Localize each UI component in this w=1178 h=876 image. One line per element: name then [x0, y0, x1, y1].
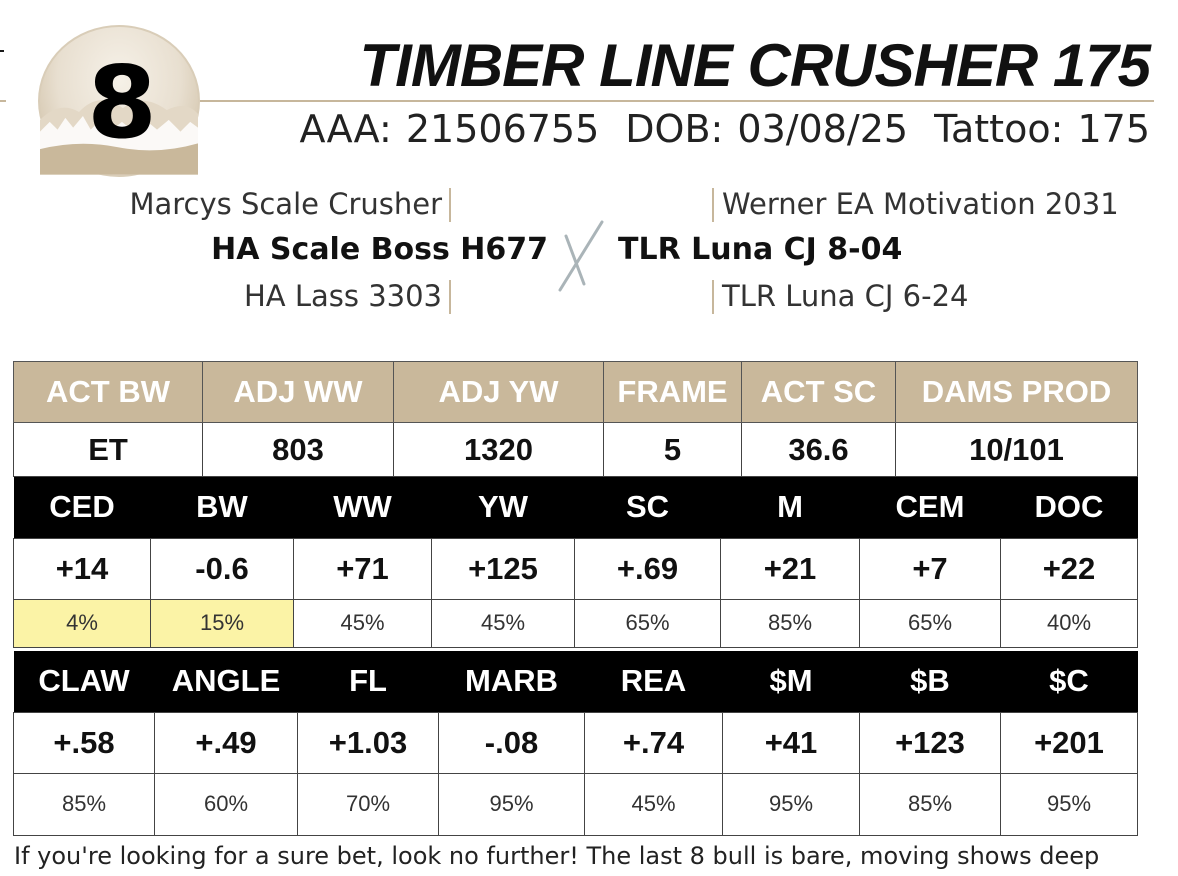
header-frame: FRAME: [604, 362, 742, 423]
value-ced: +14: [14, 538, 151, 599]
animal-name: TIMBER LINE CRUSHER 175: [359, 32, 1150, 99]
animal-ids: [300, 104, 1150, 154]
value-marb: -.08: [439, 712, 585, 773]
dam-sire: Werner EA Motivation 2031: [722, 187, 1119, 221]
header-ww: WW: [294, 477, 432, 538]
pct-dollar-m: 95%: [723, 773, 860, 835]
header-sc: SC: [575, 477, 721, 538]
value-dollar-m: +41: [723, 712, 860, 773]
performance-value-row: [14, 423, 1138, 477]
header-dollar-m: $M: [723, 651, 860, 712]
header-bw: BW: [151, 477, 294, 538]
dam: TLR Luna CJ 8-04: [618, 232, 903, 267]
value-frame: 5: [604, 423, 742, 477]
value-claw: +.58: [14, 712, 155, 773]
header-adj-ww: ADJ WW: [203, 362, 394, 423]
dob: DOB: 03/08/25: [625, 107, 909, 151]
header-angle: ANGLE: [155, 651, 298, 712]
aaa-number: AAA: 21506755: [299, 107, 600, 151]
pct-claw: 85%: [14, 773, 155, 835]
value-rea: +.74: [585, 712, 723, 773]
epd-value-row: [14, 538, 1138, 599]
pct-ced: 4%: [14, 599, 151, 647]
header-m: M: [721, 477, 860, 538]
header-dams-prod: DAMS PROD: [896, 362, 1138, 423]
value-act-bw: ET: [14, 423, 203, 477]
value-adj-ww: 803: [203, 423, 394, 477]
header-adj-yw: ADJ YW: [394, 362, 604, 423]
header-cem: CEM: [860, 477, 1001, 538]
cross-icon: [552, 218, 612, 294]
sire: HA Scale Boss H677: [211, 232, 548, 267]
pct-sc: 65%: [575, 599, 721, 647]
sire-dam: HA Lass 3303: [243, 279, 442, 313]
value-dollar-b: +123: [860, 712, 1001, 773]
epd-percentile-row: [14, 773, 1138, 835]
epd-percentile-row: [14, 599, 1138, 647]
value-act-sc: 36.6: [742, 423, 896, 477]
value-yw: +125: [432, 538, 575, 599]
performance-table: [13, 361, 1138, 477]
dam-dam: TLR Luna CJ 6-24: [722, 279, 969, 313]
header-rea: REA: [585, 651, 723, 712]
value-fl: +1.03: [298, 712, 439, 773]
margin-mark: [0, 100, 6, 102]
value-m: +21: [721, 538, 860, 599]
header-marb: MARB: [439, 651, 585, 712]
header-dollar-c: $C: [1001, 651, 1138, 712]
pct-cem: 65%: [860, 599, 1001, 647]
margin-mark: [0, 50, 4, 52]
pct-angle: 60%: [155, 773, 298, 835]
header-claw: CLAW: [14, 651, 155, 712]
pct-doc: 40%: [1001, 599, 1138, 647]
header-dollar-b: $B: [860, 651, 1001, 712]
value-bw: -0.6: [151, 538, 294, 599]
tattoo: Tattoo: 175: [934, 107, 1150, 151]
pct-rea: 45%: [585, 773, 723, 835]
pedigree-bar: [712, 188, 714, 222]
epd-table-2: [13, 651, 1138, 836]
value-doc: +22: [1001, 538, 1138, 599]
pct-ww: 45%: [294, 599, 432, 647]
lot-badge: [38, 25, 200, 177]
pct-yw: 45%: [432, 599, 575, 647]
header-yw: YW: [432, 477, 575, 538]
pct-fl: 70%: [298, 773, 439, 835]
value-angle: +.49: [155, 712, 298, 773]
value-ww: +71: [294, 538, 432, 599]
value-dams-prod: 10/101: [896, 423, 1138, 477]
footer-text: If you're looking for a sure bet, look no further! The last 8 bull is bare, moving shows deep: [14, 842, 1100, 870]
value-sc: +.69: [575, 538, 721, 599]
value-adj-yw: 1320: [394, 423, 604, 477]
pedigree-bar: [449, 188, 451, 222]
performance-header-row: [14, 362, 1138, 423]
value-cem: +7: [860, 538, 1001, 599]
lot-number: 8: [87, 44, 155, 161]
pct-dollar-c: 95%: [1001, 773, 1138, 835]
header-doc: DOC: [1001, 477, 1138, 538]
pct-m: 85%: [721, 599, 860, 647]
epd-header-row: [14, 651, 1138, 712]
pct-bw: 15%: [151, 599, 294, 647]
pedigree-bar: [449, 280, 451, 314]
epd-header-row: [14, 477, 1138, 538]
header-ced: CED: [14, 477, 151, 538]
epd-value-row: [14, 712, 1138, 773]
header-act-bw: ACT BW: [14, 362, 203, 423]
pct-marb: 95%: [439, 773, 585, 835]
sire-sire: Marcys Scale Crusher: [129, 187, 442, 221]
header-act-sc: ACT SC: [742, 362, 896, 423]
pct-dollar-b: 85%: [860, 773, 1001, 835]
title-divider: [200, 100, 1154, 102]
epd-table-1: [13, 477, 1138, 648]
pedigree-bar: [712, 280, 714, 314]
header-fl: FL: [298, 651, 439, 712]
value-dollar-c: +201: [1001, 712, 1138, 773]
